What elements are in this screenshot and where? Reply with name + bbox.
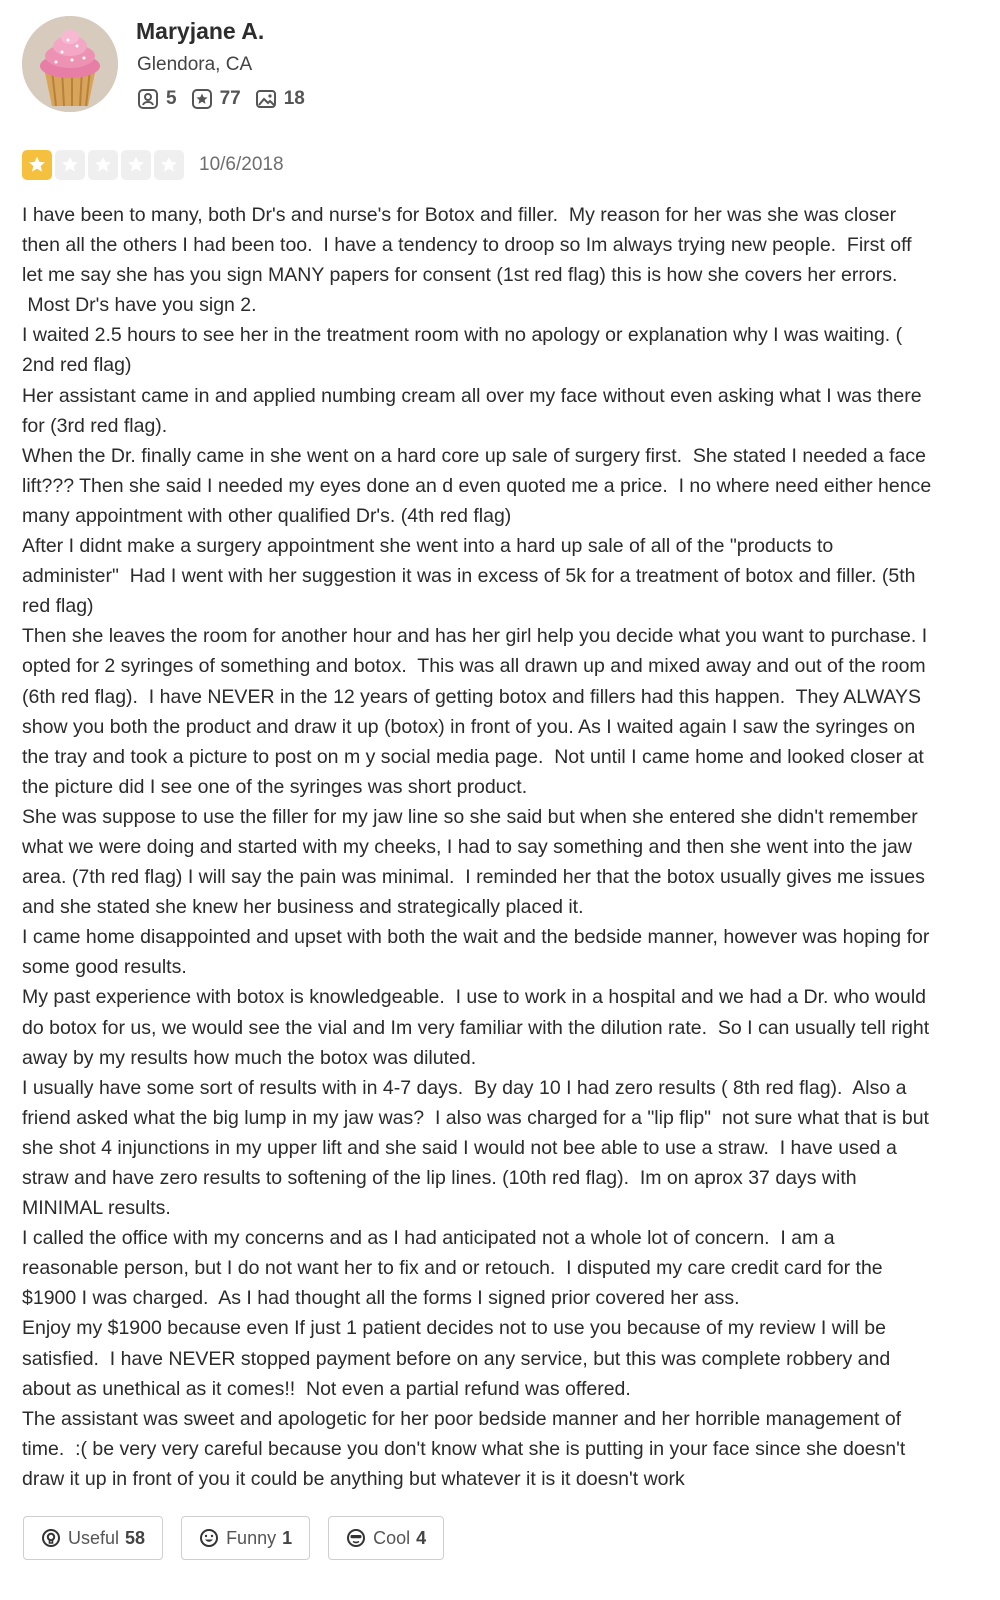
cupcake-avatar-image — [22, 16, 118, 112]
star-4-empty — [121, 150, 151, 180]
review-line: Most Dr's have you sign 2. — [22, 294, 257, 317]
sunglasses-icon — [346, 1528, 366, 1548]
user-name[interactable]: Maryjane A. — [136, 18, 265, 44]
review-line: satisfied. I have NEVER stopped payment before on any service, but this was complete robbery and — [22, 1347, 891, 1370]
review-line: many appointment with other qualified Dr's. (4th red flag) — [22, 504, 512, 527]
review-line: $1900 I was charged. As I had thought all the forms I signed prior covered her ass. — [22, 1287, 740, 1310]
useful-count: 58 — [125, 1527, 146, 1548]
review-line: area. (7th red flag) I will say the pain was minimal. I reminded her that the botox usually gives me issues — [22, 866, 925, 889]
reviews-count — [191, 88, 241, 110]
smile-icon — [199, 1528, 219, 1548]
review-line: what we were doing and started with my cheeks, I had to say something and then she went into the jaw — [22, 835, 912, 858]
user-stats — [137, 88, 319, 110]
star-icon — [26, 154, 48, 176]
review-line: I have been to many, both Dr's and nurse's for Botox and filler. My reason for her was she was closer — [22, 204, 897, 226]
funny-count: 1 — [282, 1527, 293, 1548]
review-line: red flag) — [22, 595, 94, 618]
review-line: opted for 2 syringes of something and botox. This was all drawn up and mixed away and out of the room — [22, 655, 926, 678]
review-line: then all the others I had been too. I have a tendency to droop so Im always trying new people. First off — [22, 234, 912, 257]
review-line: time. :( be very very careful because you don't know what she is putting in your face since she doesn't — [22, 1437, 906, 1460]
review-line: 2nd red flag) — [22, 354, 132, 377]
star-3-empty — [88, 150, 118, 180]
friends-count-value: 5 — [166, 88, 177, 109]
reviews-count-value: 77 — [219, 88, 241, 109]
review-line: reasonable person, but I do not want her to fix and or retouch. I disputed my care credit card for the — [22, 1257, 883, 1280]
review-line: for (3rd red flag). — [22, 414, 168, 437]
lightbulb-icon — [41, 1528, 61, 1548]
funny-button[interactable] — [181, 1516, 310, 1560]
review-line: Enjoy my $1900 because even If just 1 patient decides not to use you because of my review I will be — [22, 1317, 886, 1340]
review-line: the tray and took a picture to post on m y social media page. Not until I came home and looked closer at — [22, 745, 924, 768]
review-line: do botox for us, we would see the vial and Im very familiar with the dilution rate. So I can usually tell right — [22, 1016, 930, 1039]
review-line: (6th red flag). I have NEVER in the 12 years of getting botox and fillers had this happen. They ALWAYS — [22, 685, 921, 708]
cool-label: Cool — [373, 1527, 411, 1548]
star-rating — [22, 150, 187, 180]
star-icon — [125, 154, 147, 176]
review-line: I usually have some sort of results with in 4-7 days. By day 10 I had zero results ( 8th red flag). Also a — [22, 1076, 907, 1099]
user-location: Glendora, CA — [137, 54, 253, 75]
funny-label: Funny — [226, 1527, 277, 1548]
review-line: I waited 2.5 hours to see her in the treatment room with no apology or explanation why I was waiting. ( — [22, 324, 903, 347]
review-line: the picture did I see one of the syringes was short product. — [22, 775, 528, 798]
star-icon — [158, 154, 180, 176]
review-line: She was suppose to use the filler for my jaw line so she said but when she entered she didn't remember — [22, 805, 918, 828]
review-line: away by my results how much the botox was diluted. — [22, 1046, 477, 1069]
vote-buttons — [23, 1516, 462, 1560]
review-date: 10/6/2018 — [199, 154, 284, 175]
review-line: administer" Had I went with her suggestion it was in excess of 5k for a treatment of botox and filler. (5th — [22, 565, 916, 588]
friends-count — [137, 88, 177, 110]
useful-label: Useful — [68, 1527, 120, 1548]
star-icon — [92, 154, 114, 176]
star-2-empty — [55, 150, 85, 180]
review-text — [22, 200, 1000, 1496]
review-line: The assistant was sweet and apologetic for her poor bedside manner and her horrible management of — [22, 1407, 902, 1430]
review-line: After I didnt make a surgery appointment she went into a hard up sale of all of the "products to — [22, 535, 834, 558]
photos-count — [255, 88, 305, 110]
review-line: let me say she has you sign MANY papers for consent (1st red flag) this is how she covers her errors. — [22, 264, 898, 287]
review-line: about as unethical as it comes!! Not even a partial refund was offered. — [22, 1377, 631, 1400]
review-line: I called the office with my concerns and as I had anticipated not a whole lot of concern. I am a — [22, 1227, 835, 1250]
cool-count: 4 — [416, 1527, 427, 1548]
review-line: she shot 4 injunctions in my upper lift and she said I would not bee able to use a straw. I have used a — [22, 1136, 897, 1159]
review-line: I came home disappointed and upset with both the wait and the bedside manner, however was hoping for — [22, 926, 930, 949]
review-line: lift??? Then she said I needed my eyes done an d even quoted me a price. I no where need either hence — [22, 474, 932, 497]
review-line: straw and have zero results to softening of the lip lines. (10th red flag). Im on aprox 37 days with — [22, 1167, 857, 1189]
friends-icon — [137, 88, 159, 110]
avatar[interactable] — [22, 16, 118, 112]
star-1-filled — [22, 150, 52, 180]
review-line: and she stated she knew her business and strategically placed it. — [22, 896, 584, 919]
star-badge-icon — [191, 88, 213, 110]
review-rating-row — [22, 150, 284, 180]
review-line: Then she leaves the room for another hour and has her girl help you decide what you want to purchase. I — [22, 625, 928, 648]
review-line: friend asked what the big lump in my jaw was? I also was charged for a "lip flip" not sure what that is but — [22, 1106, 929, 1129]
photos-count-value: 18 — [283, 88, 305, 109]
review-line: show you both the product and draw it up (botox) in front of you. As I waited again I saw the syringes on — [22, 715, 916, 738]
useful-button[interactable] — [23, 1516, 163, 1560]
review-line: MINIMAL results. — [22, 1197, 171, 1220]
star-5-empty — [154, 150, 184, 180]
review-line: When the Dr. finally came in she went on a hard core up sale of surgery first. She stated I needed a face — [22, 444, 926, 467]
review-line: draw it up in front of you it could be anything but whatever it is it doesn't work — [22, 1467, 685, 1490]
review-line: some good results. — [22, 956, 187, 979]
star-icon — [59, 154, 81, 176]
review-line: My past experience with botox is knowledgeable. I use to work in a hospital and we had a Dr. who would — [22, 986, 927, 1009]
photo-icon — [255, 88, 277, 110]
review-line: Her assistant came in and applied numbing cream all over my face without even asking what I was there — [22, 384, 922, 407]
cool-button[interactable] — [328, 1516, 444, 1560]
